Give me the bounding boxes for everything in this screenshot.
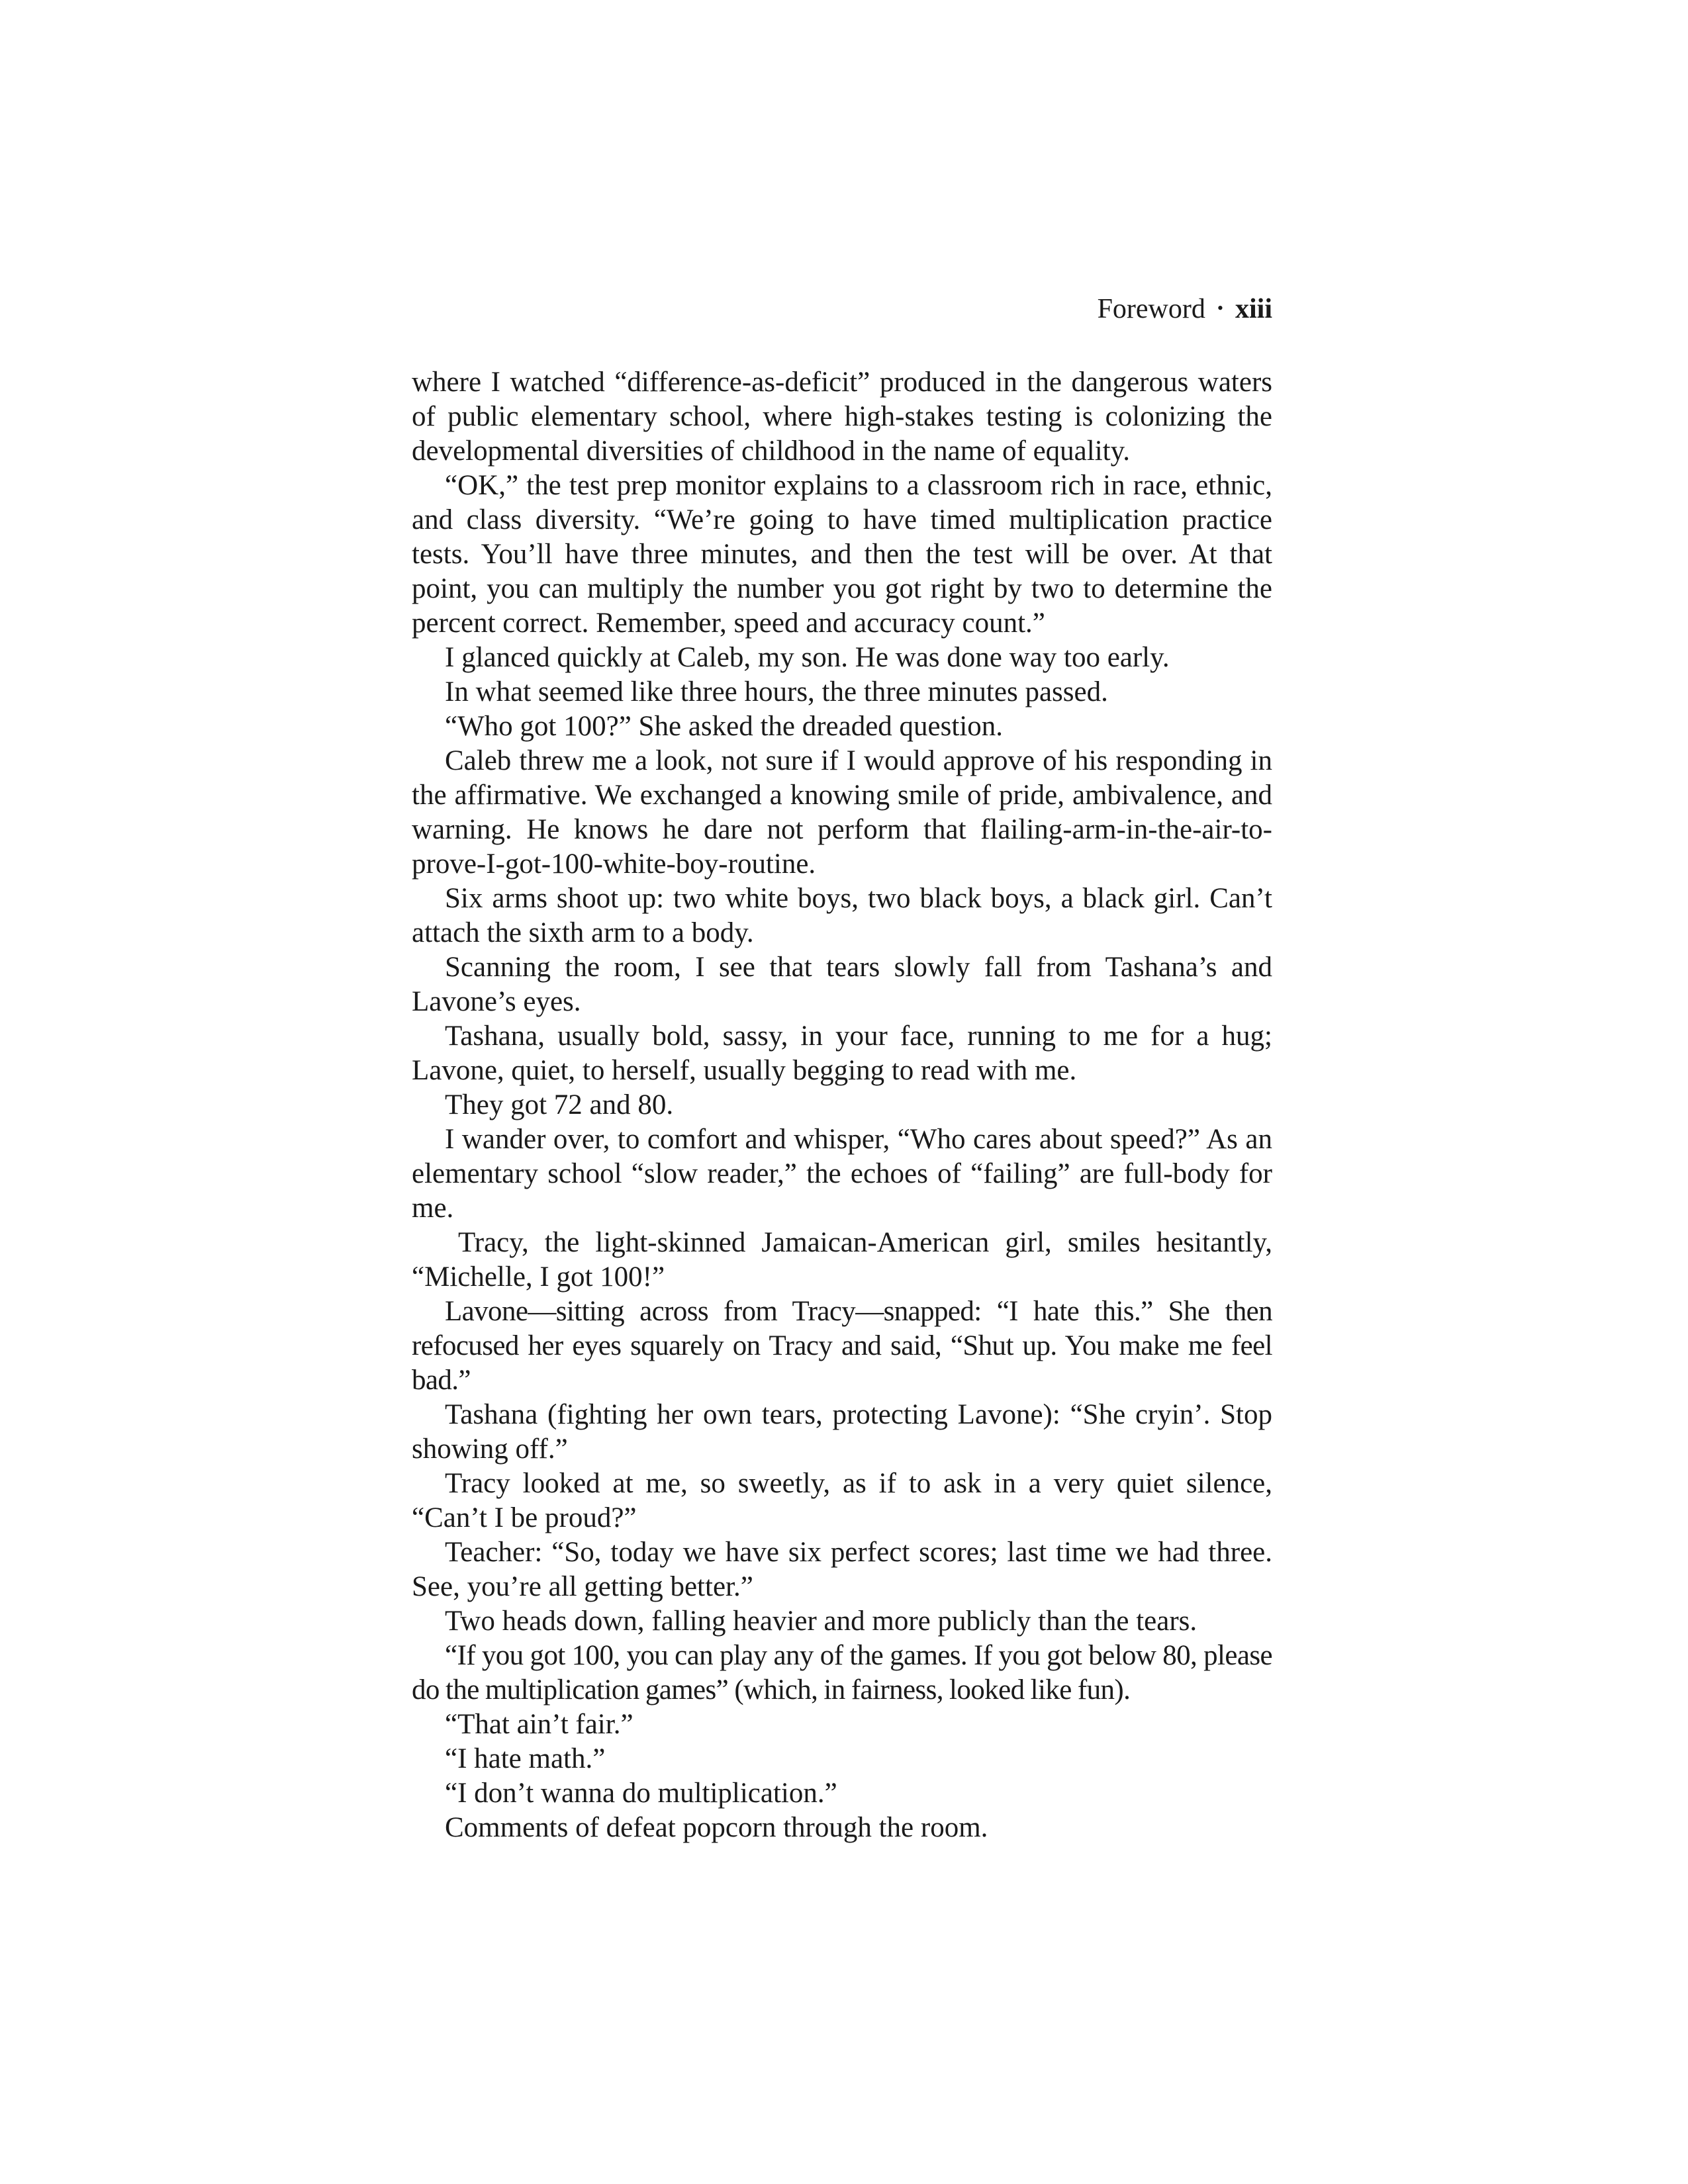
paragraph: Two heads down, falling heavier and more publicly than the tears. [445, 1606, 1197, 1637]
paragraph: Lavone—sitting across from Tracy—snapped: “I hate this.” She then refocused her eyes squarely on Tracy and said, “Shut up. You make me feel bad.” [412, 1296, 1272, 1396]
paragraph: “That ain’t fair.” [445, 1709, 633, 1740]
paragraph: I glanced quickly at Caleb, my son. He was done way too early. [445, 642, 1170, 673]
paragraph: In what seemed like three hours, the three minutes passed. [445, 676, 1108, 707]
body-text [412, 365, 1272, 1845]
paragraph: I wander over, to comfort and whisper, “Who cares about speed?” As an elementary school “slow reader,” the echoes of “failing” are full-body for me. [412, 1124, 1272, 1224]
running-header [412, 289, 1272, 328]
paragraph: Tracy, the light-skinned Jamaican-American girl, smiles hesitantly, “Michelle, I got 100!” [412, 1227, 1272, 1293]
paragraph: “I hate math.” [445, 1743, 606, 1774]
paragraph: Tashana, usually bold, sassy, in your face, running to me for a hug; Lavone, quiet, to herself, usually begging to read with me. [412, 1021, 1272, 1086]
paragraph: Scanning the room, I see that tears slowly fall from Tashana’s and Lavone’s eyes. [412, 952, 1272, 1017]
running-header-section: Foreword [1097, 294, 1205, 324]
page-number: xiii [1235, 294, 1272, 324]
paragraph: Tracy looked at me, so sweetly, as if to ask in a very quiet silence, “Can’t I be proud?” [412, 1468, 1272, 1533]
paragraph: “Who got 100?” She asked the dreaded question. [445, 711, 1004, 742]
paragraph: Teacher: “So, today we have six perfect scores; last time we had three. See, you’re all getting better.” [412, 1537, 1272, 1602]
paragraph: Comments of defeat popcorn through the room. [445, 1812, 988, 1843]
paragraph: Caleb threw me a look, not sure if I would approve of his responding in the affirmative. We exchanged a knowing smile of pride, ambivalence, and warning. He knows he dare not perform that flailing-arm-in-the-air-to-prove-I-got-100-white-boy-routine. [412, 745, 1272, 880]
paragraph: “OK,” the test prep monitor explains to a classroom rich in race, ethnic, and class diversity. “We’re going to have timed multiplication practice tests. You’ll have three minutes, and then the test will be over. At that point, you can multiply the number you got right by two to determine the percent correct. Remember, speed and accuracy count.” [412, 470, 1272, 639]
paragraph: “I don’t wanna do multiplication.” [445, 1778, 837, 1809]
paragraph: They got 72 and 80. [445, 1089, 674, 1120]
running-header-separator: • [1217, 298, 1223, 318]
paragraph: Tashana (fighting her own tears, protecting Lavone): “She cryin’. Stop showing off.” [412, 1399, 1272, 1465]
paragraph: where I watched “difference-as-deficit” produced in the dangerous waters of public elementary school, where high-stakes testing is colonizing the developmental diversities of childhood in the name of equality. [412, 367, 1272, 467]
paragraph: “If you got 100, you can play any of the games. If you got below 80, please do the multiplication games” (which, in fairness, looked like fun). [412, 1640, 1272, 1706]
paragraph: Six arms shoot up: two white boys, two black boys, a black girl. Can’t attach the sixth arm to a body. [412, 883, 1272, 948]
